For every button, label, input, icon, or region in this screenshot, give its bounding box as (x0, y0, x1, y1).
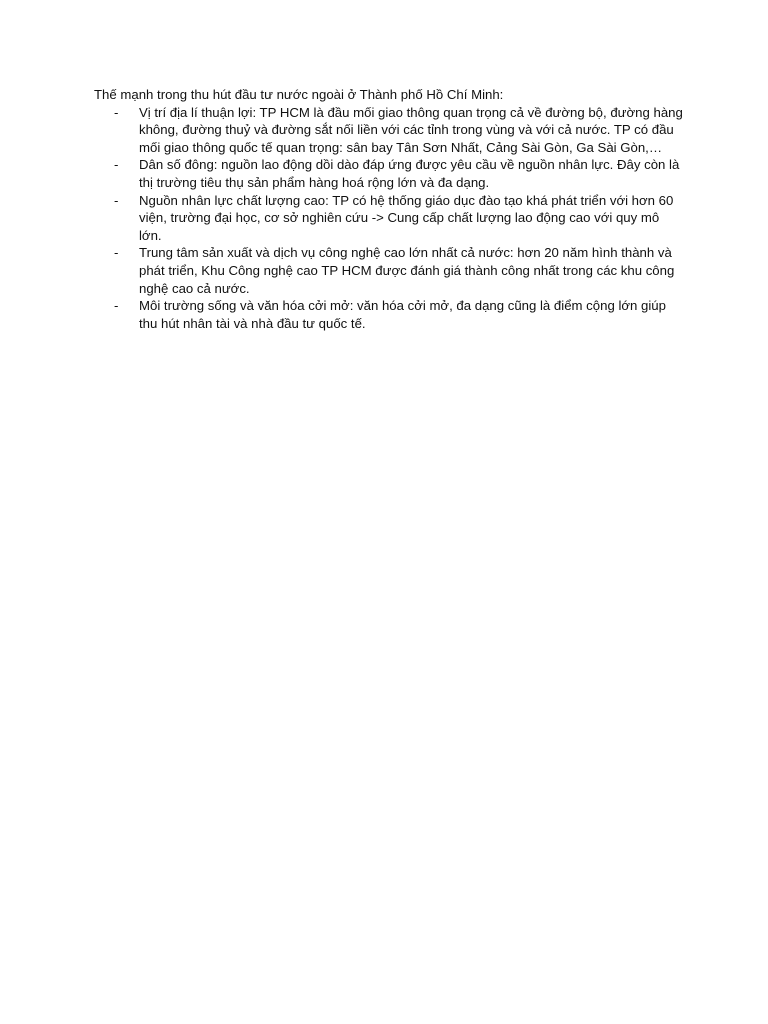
list-item-text: Dân số đông: nguồn lao động dồi dào đáp ứng được yêu cầu về nguồn nhân lực. Đây còn là thị trường tiêu thụ sản phẩm hàng hoá rộng lớn và đa dạng. (139, 157, 680, 190)
document-heading: Thế mạnh trong thu hút đầu tư nước ngoài ở Thành phố Hồ Chí Minh: (94, 87, 504, 102)
list-item (94, 192, 684, 245)
list-item-text: Trung tâm sản xuất và dịch vụ công nghệ cao lớn nhất cả nước: hơn 20 năm hình thành và phát triển, Khu Công nghệ cao TP HCM được đánh giá thành công nhất trong các khu công nghệ cao cả nước. (139, 245, 675, 296)
list-item-text: Vị trí địa lí thuận lợi: TP HCM là đầu mối giao thông quan trọng cả về đường bộ, đường hàng không, đường thuỷ và đường sắt nối liền với các tỉnh trong vùng và với cả nước. TP có đầu mối giao thông quốc tế quan trọng: sân bay Tân Sơn Nhất, Cảng Sài Gòn, Ga Sài Gòn,… (139, 104, 683, 155)
list-item (94, 244, 684, 297)
document-body (94, 86, 684, 332)
list-item (94, 156, 684, 191)
strengths-list (94, 104, 684, 333)
bullet-dash: - (114, 245, 119, 261)
bullet-dash: - (114, 298, 119, 314)
list-item-text: Môi trường sống và văn hóa cởi mở: văn hóa cởi mở, đa dạng cũng là điểm cộng lớn giúp thu hút nhân tài và nhà đầu tư quốc tế. (139, 298, 666, 331)
list-item (94, 297, 684, 332)
bullet-dash: - (114, 157, 119, 173)
bullet-dash: - (114, 104, 119, 120)
list-item (94, 104, 684, 157)
bullet-dash: - (114, 192, 119, 208)
list-item-text: Nguồn nhân lực chất lượng cao: TP có hệ thống giáo dục đào tạo khá phát triển với hơn 60 viện, trường đại học, cơ sở nghiên cứu -> Cung cấp chất lượng lao động cao với quy mô lớn. (139, 192, 674, 243)
